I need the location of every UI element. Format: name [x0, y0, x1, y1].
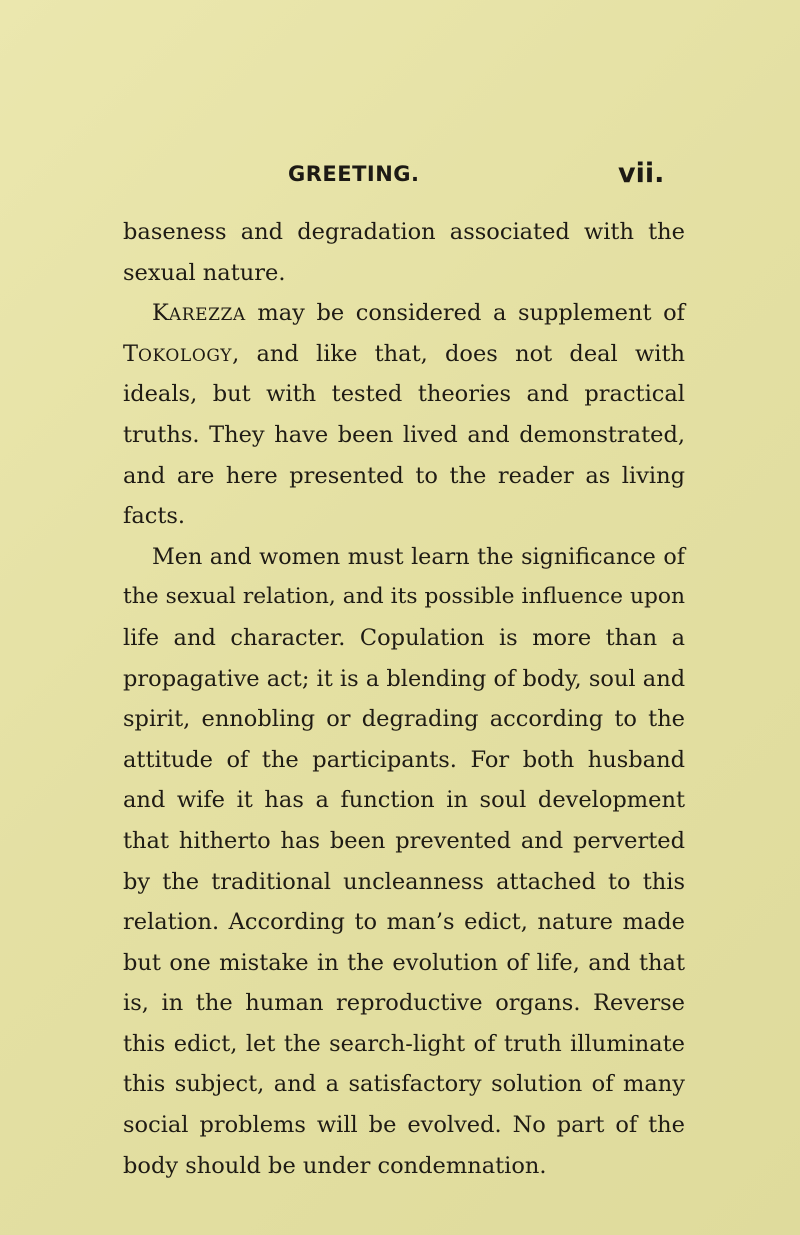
running-title: GREETING.	[288, 162, 420, 186]
text-line: is, in the human reproductive organs. Reverse	[123, 990, 685, 1017]
text-line: and are here presented to the reader as living	[123, 462, 685, 489]
small-caps-word: KAREZZA	[152, 300, 246, 327]
text-line: propagative act; it is a blending of body, soul and	[123, 665, 686, 692]
text-line: this edict, let the search-light of truth illuminate	[123, 1030, 685, 1057]
text-line: KAREZZA may be considered a supplement of	[152, 300, 685, 327]
text-line: sexual nature.	[123, 259, 286, 286]
text-line: facts.	[123, 503, 186, 530]
text-line: spirit, ennobling or degrading according to the	[123, 706, 685, 733]
body-text	[123, 212, 685, 1186]
running-head	[0, 160, 800, 200]
page-number: vii.	[618, 158, 665, 189]
text-line: baseness and degradation associated with the	[123, 219, 685, 245]
text-line: TOKOLOGY, and like that, does not deal with	[123, 340, 685, 367]
text-line: ideals, but with tested theories and practical	[123, 381, 685, 408]
text-line: by the traditional uncleanness attached to this	[123, 868, 685, 895]
small-caps-word: TOKOLOGY	[123, 340, 233, 367]
text-line: attitude of the participants. For both husband	[123, 746, 685, 773]
text-line: that hitherto has been prevented and perverted	[123, 827, 685, 854]
text-line: but one mistake in the evolution of life, and that	[123, 949, 685, 976]
text-line: truths. They have been lived and demonstrated,	[123, 421, 685, 448]
text-line: life and character. Copulation is more than a	[123, 624, 685, 651]
text-line: this subject, and a satisfactory solution of many	[123, 1071, 685, 1098]
text-line: body should be under condemnation.	[123, 1152, 547, 1179]
text-line: Men and women must learn the significance of	[152, 543, 685, 570]
text-line: and wife it has a function in soul development	[123, 787, 685, 814]
text-line: the sexual relation, and its possible influence upon	[123, 584, 685, 610]
text-line: relation. According to man’s edict, nature made	[123, 909, 685, 936]
text-line: social problems will be evolved. No part of the	[123, 1112, 685, 1139]
